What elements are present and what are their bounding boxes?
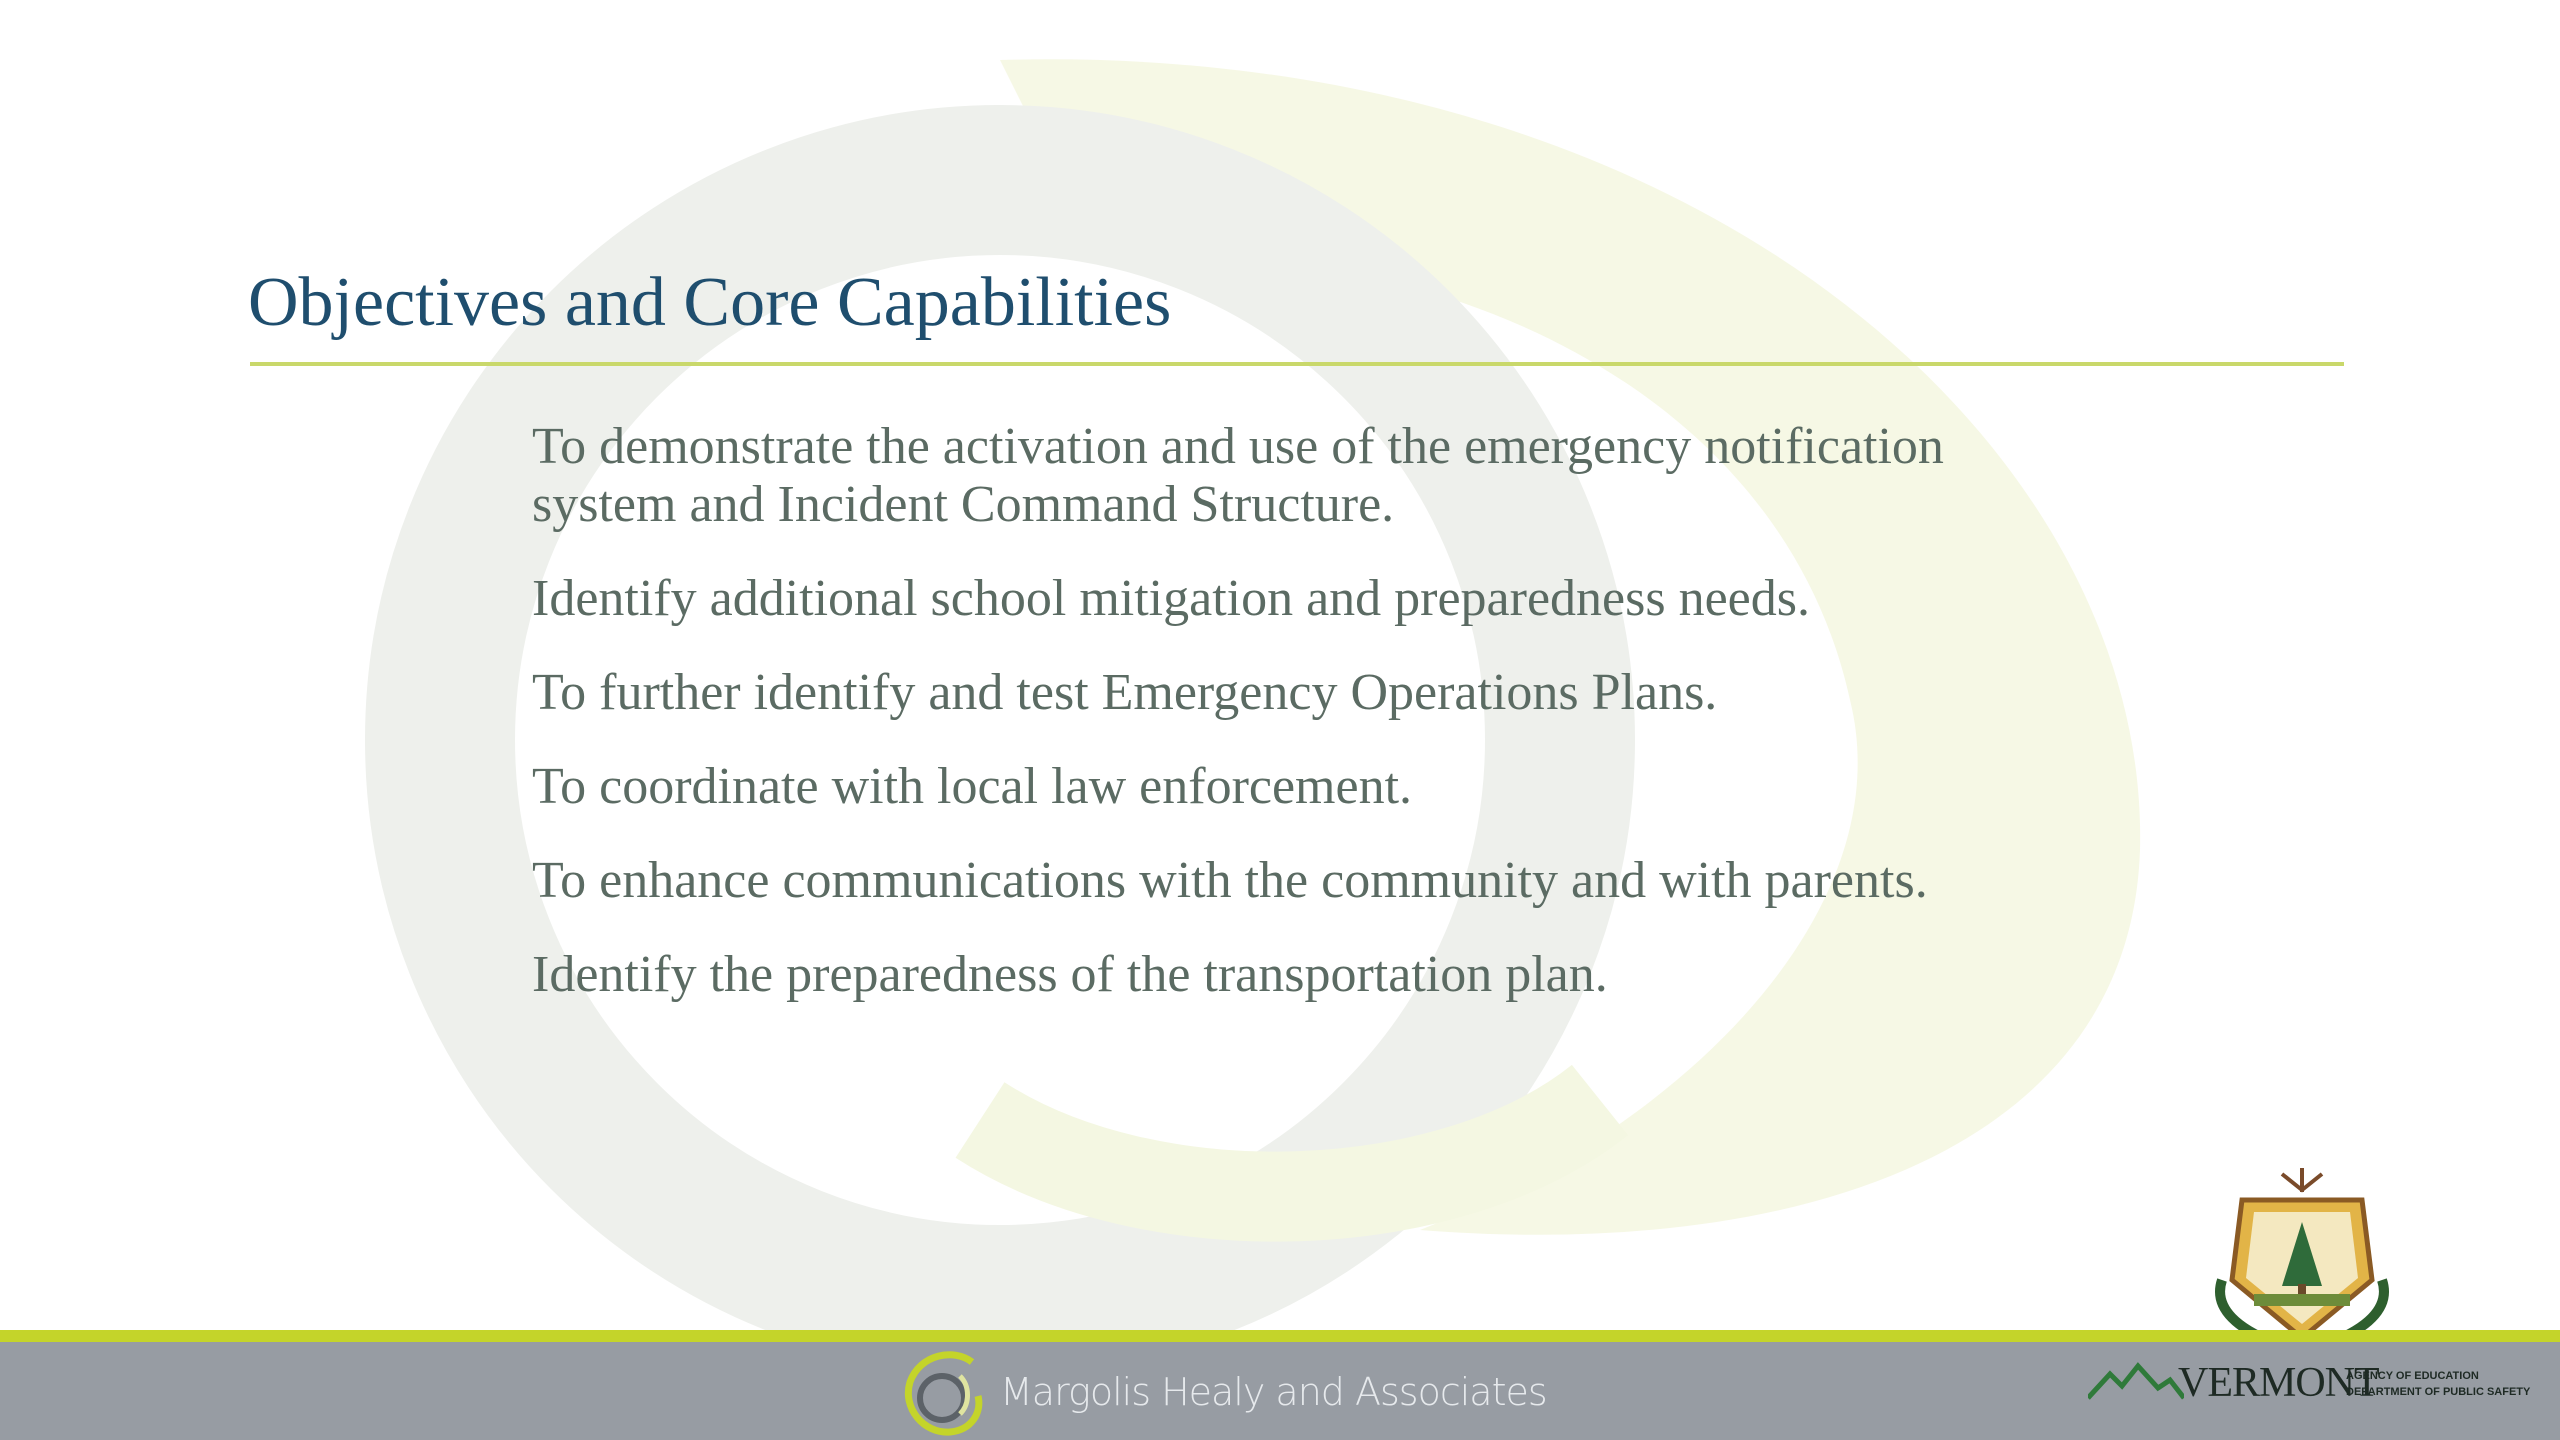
margolis-swirl-logo-icon xyxy=(900,1346,990,1440)
vermont-wordmark: VERMONT xyxy=(2178,1360,2379,1406)
agency-line: AGENCY OF EDUCATION xyxy=(2346,1370,2479,1382)
objective-item: Identify additional school mitigation and preparedness needs. xyxy=(532,570,1810,627)
footer-accent-stripe xyxy=(0,1330,2560,1342)
company-name: Margolis Healy and Associates xyxy=(1000,1370,1547,1414)
objective-item: To demonstrate the activation and use of the emergency notification system and Incident Command Structure. xyxy=(532,418,1944,533)
objective-item: To enhance communications with the community and with parents. xyxy=(532,852,1928,909)
title-divider xyxy=(250,362,2344,366)
objective-item: Identify the preparedness of the transportation plan. xyxy=(532,946,1608,1003)
agency-line: DEPARTMENT OF PUBLIC SAFETY xyxy=(2346,1386,2531,1398)
objective-item: To coordinate with local law enforcement. xyxy=(532,758,1413,815)
vermont-agencies xyxy=(2346,1368,2530,1400)
objective-item: To further identify and test Emergency Operations Plans. xyxy=(532,664,1718,721)
slide-title: Objectives and Core Capabilities xyxy=(248,264,1172,341)
mountains-icon xyxy=(2088,1362,2184,1402)
objectives-list xyxy=(532,418,2092,1040)
